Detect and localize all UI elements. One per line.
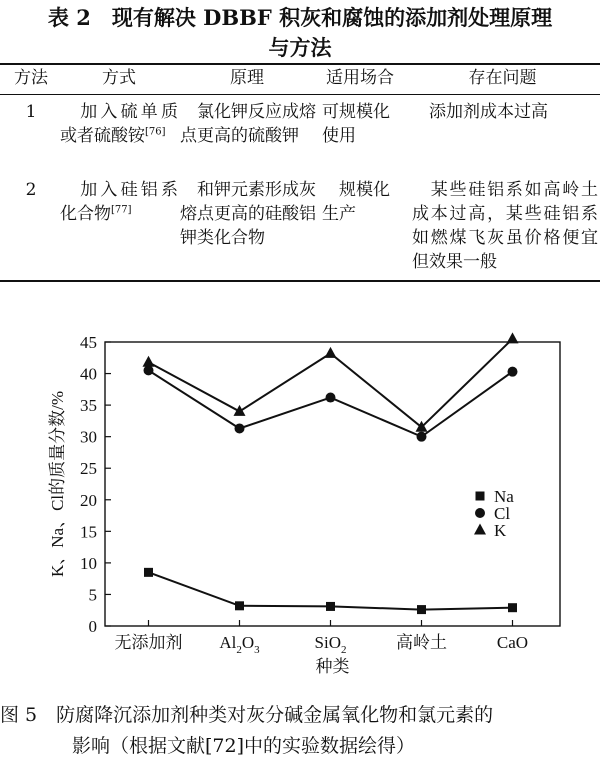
x-axis-title: 种类 — [315, 657, 350, 676]
header-issue: 存在问题 — [468, 68, 537, 88]
row1-way-text: 加入硫单质或者硫酸铵 — [60, 102, 178, 146]
data-point-k — [507, 332, 519, 343]
legend-label-na: Na — [494, 487, 514, 506]
row1-way — [60, 100, 178, 148]
header-application: 适用场合 — [326, 68, 394, 88]
row1-application: 可规模化使用 — [322, 102, 390, 146]
y-tick-label: 20 — [80, 490, 97, 510]
y-tick-label: 5 — [88, 585, 97, 605]
data-point-k — [325, 347, 337, 358]
x-tick-label: SiO$_2$ — [314, 633, 347, 656]
row1-way-ref: [76] — [145, 126, 166, 138]
data-point-na — [508, 603, 517, 612]
table-title-continued: 与方法 — [268, 35, 332, 60]
data-point-cl — [144, 365, 154, 375]
legend-marker-cl — [475, 508, 485, 518]
legend-marker-na — [476, 492, 485, 501]
y-tick-label: 15 — [80, 522, 97, 542]
legend-label-k: K — [494, 521, 507, 540]
y-tick-label: 35 — [80, 396, 97, 416]
y-tick-label: 30 — [80, 427, 97, 447]
table-top-rule — [0, 63, 600, 65]
data-point-na — [417, 605, 426, 614]
header-method: 方法 — [14, 68, 48, 88]
plot-frame — [105, 342, 560, 626]
series-line-cl — [149, 370, 513, 436]
x-tick-label: $Al_2O_3$ — [219, 633, 260, 656]
data-point-k — [234, 405, 246, 416]
data-point-cl — [508, 367, 518, 377]
legend-marker-k — [474, 524, 486, 535]
data-point-na — [144, 568, 153, 577]
x-tick-label: CaO — [496, 633, 529, 652]
row1-method: 1 — [25, 102, 37, 122]
y-axis-title: K、Na、Cl的质量分数/% — [48, 390, 67, 578]
row1-issue: 添加剂成本过高 — [412, 102, 548, 122]
y-tick-label: 0 — [88, 617, 97, 636]
table-header-rule — [0, 94, 600, 95]
header-principle: 原理 — [230, 68, 264, 88]
x-tick-label: 高岭土 — [396, 633, 447, 652]
row2-way — [60, 178, 178, 226]
legend-label-cl: Cl — [494, 504, 511, 523]
row2-issue: 某些硅铝系如高岭土成本过高，某些硅铝系如燃煤飞灰虽价格便宜但效果一般 — [412, 180, 598, 272]
y-tick-label: 10 — [80, 553, 97, 573]
row2-principle: 和钾元素形成灰熔点更高的硅酸铝钾类化合物 — [180, 180, 316, 248]
row1-principle: 氯化钾反应成熔点更高的硫酸钾 — [180, 102, 316, 146]
data-point-na — [235, 601, 244, 610]
table-bottom-rule — [0, 280, 600, 282]
line-chart — [0, 318, 600, 690]
header-way: 方式 — [102, 68, 136, 88]
row2-application: 规模化生产 — [322, 180, 390, 224]
row2-way-ref: [77] — [111, 204, 132, 216]
x-tick-label: 无添加剂 — [114, 633, 183, 652]
figure-caption-line1: 图 5 防腐降沉添加剂种类对灰分碱金属氧化物和氯元素的 — [0, 704, 494, 726]
y-tick-label: 40 — [80, 364, 97, 384]
figure-caption-line2: 影响（根据文献[72]中的实验数据绘得） — [72, 735, 416, 757]
data-point-k — [143, 356, 155, 367]
data-point-cl — [235, 423, 245, 433]
row2-way-text: 加入硅铝系化合物 — [60, 180, 178, 224]
y-tick-label: 25 — [80, 459, 97, 479]
data-point-cl — [326, 393, 336, 403]
table-title: 表 2 现有解决 DBBF 积灰和腐蚀的添加剂处理原理 — [47, 5, 553, 30]
data-point-na — [326, 602, 335, 611]
y-tick-label: 45 — [80, 333, 97, 352]
row2-method: 2 — [25, 180, 37, 200]
data-point-cl — [417, 432, 427, 442]
